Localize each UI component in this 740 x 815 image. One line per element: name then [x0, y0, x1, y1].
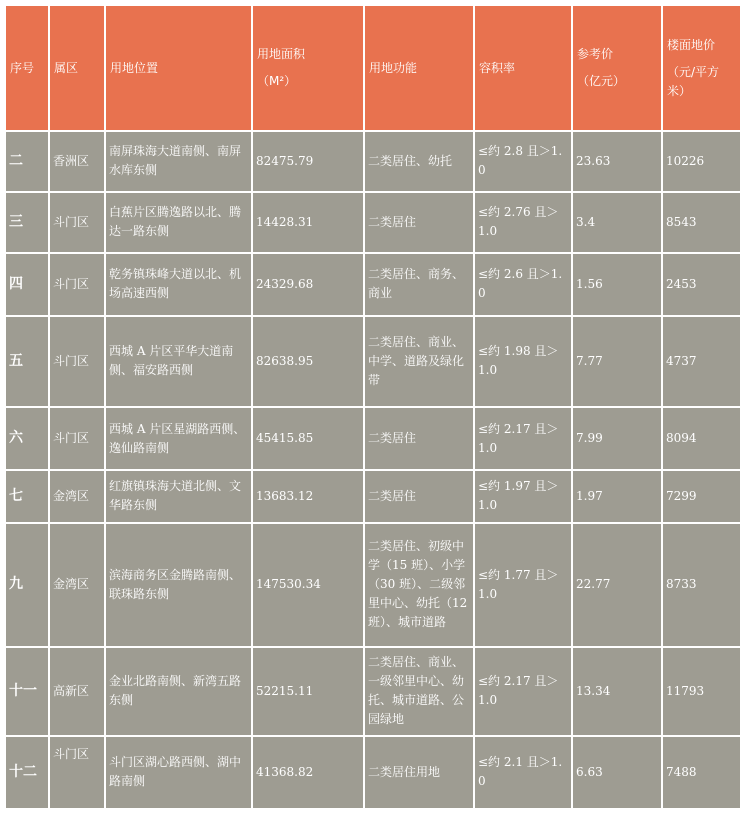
cell-seq: 九	[6, 524, 48, 646]
cell-location: 斗门区湖心路西侧、湖中路南侧	[106, 737, 251, 808]
cell-district: 斗门区	[50, 317, 104, 406]
header-function: 用地功能	[365, 6, 473, 130]
cell-function: 二类居住、初级中学（15 班）、小学（30 班）、二级邻里中心、幼托（12 班）、城市道路	[365, 524, 473, 646]
cell-location: 西城 A 片区星湖路西侧、逸仙路南侧	[106, 408, 251, 469]
header-far: 容积率	[475, 6, 571, 130]
cell-district: 金湾区	[50, 524, 104, 646]
cell-function: 二类居住、商业、一级邻里中心、幼托、城市道路、公园绿地	[365, 648, 473, 735]
cell-area: 41368.82	[253, 737, 363, 808]
header-area-unit: （M²）	[257, 74, 297, 88]
header-floor-price-label: 楼面地价	[667, 37, 716, 52]
cell-price: 3.4	[573, 193, 661, 252]
land-parcel-table	[4, 4, 740, 810]
cell-location: 金业北路南侧、新湾五路东侧	[106, 648, 251, 735]
cell-price: 13.34	[573, 648, 661, 735]
cell-area: 82638.95	[253, 317, 363, 406]
table-row	[6, 408, 740, 469]
cell-price: 6.63	[573, 737, 661, 808]
cell-far: ≤约 1.77 且＞1.0	[475, 524, 571, 646]
header-price	[573, 6, 661, 130]
cell-area: 45415.85	[253, 408, 363, 469]
table-row	[6, 254, 740, 315]
cell-seq: 二	[6, 132, 48, 191]
header-area	[253, 6, 363, 130]
cell-seq: 六	[6, 408, 48, 469]
cell-far: ≤约 2.6 且＞1.0	[475, 254, 571, 315]
cell-location: 乾务镇珠峰大道以北、机场高速西侧	[106, 254, 251, 315]
cell-floor-price: 10226	[663, 132, 740, 191]
cell-location: 西城 A 片区平华大道南侧、福安路西侧	[106, 317, 251, 406]
cell-district: 斗门区	[50, 254, 104, 315]
header-district: 属区	[50, 6, 104, 130]
cell-area: 14428.31	[253, 193, 363, 252]
cell-far: ≤约 2.76 且＞1.0	[475, 193, 571, 252]
cell-function: 二类居住、商务、商业	[365, 254, 473, 315]
cell-far: ≤约 2.17 且＞1.0	[475, 408, 571, 469]
table-row	[6, 471, 740, 522]
cell-price: 1.97	[573, 471, 661, 522]
header-seq: 序号	[6, 6, 48, 130]
cell-function: 二类居住、幼托	[365, 132, 473, 191]
header-row	[6, 6, 740, 130]
cell-floor-price: 8094	[663, 408, 740, 469]
header-floor-price-unit: （元/平方	[667, 64, 720, 79]
cell-floor-price: 7488	[663, 737, 740, 808]
cell-function: 二类居住、商业、中学、道路及绿化带	[365, 317, 473, 406]
cell-district: 高新区	[50, 648, 104, 735]
cell-function: 二类居住	[365, 408, 473, 469]
cell-location: 红旗镇珠海大道北侧、文华路东侧	[106, 471, 251, 522]
cell-floor-price: 8543	[663, 193, 740, 252]
cell-district: 斗门区	[50, 408, 104, 469]
cell-floor-price: 8733	[663, 524, 740, 646]
cell-area: 82475.79	[253, 132, 363, 191]
table-row	[6, 132, 740, 191]
table-row	[6, 193, 740, 252]
cell-function: 二类居住用地	[365, 737, 473, 808]
cell-function: 二类居住	[365, 471, 473, 522]
table-row	[6, 317, 740, 406]
cell-area: 147530.34	[253, 524, 363, 646]
cell-area: 13683.12	[253, 471, 363, 522]
header-floor-price-unit-cont: 米）	[667, 83, 692, 98]
cell-area: 52215.11	[253, 648, 363, 735]
cell-seq: 十一	[6, 648, 48, 735]
cell-seq: 七	[6, 471, 48, 522]
cell-price: 23.63	[573, 132, 661, 191]
cell-location: 滨海商务区金腾路南侧、联珠路东侧	[106, 524, 251, 646]
cell-floor-price: 7299	[663, 471, 740, 522]
cell-function: 二类居住	[365, 193, 473, 252]
cell-floor-price: 4737	[663, 317, 740, 406]
cell-seq: 十二	[6, 737, 48, 808]
header-location: 用地位置	[106, 6, 251, 130]
cell-far: ≤约 1.97 且＞1.0	[475, 471, 571, 522]
cell-price: 22.77	[573, 524, 661, 646]
header-price-label: 参考价	[577, 47, 614, 61]
cell-far: ≤约 2.8 且＞1.0	[475, 132, 571, 191]
cell-far: ≤约 2.1 且＞1.0	[475, 737, 571, 808]
header-area-label: 用地面积	[257, 47, 306, 61]
cell-seq: 三	[6, 193, 48, 252]
cell-area: 24329.68	[253, 254, 363, 315]
cell-district: 香洲区	[50, 132, 104, 191]
header-floor-price	[663, 6, 740, 130]
cell-seq: 四	[6, 254, 48, 315]
cell-district: 斗门区	[50, 193, 104, 252]
cell-floor-price: 2453	[663, 254, 740, 315]
cell-floor-price: 11793	[663, 648, 740, 735]
cell-price: 1.56	[573, 254, 661, 315]
cell-far: ≤约 1.98 且＞1.0	[475, 317, 571, 406]
cell-seq: 五	[6, 317, 48, 406]
table-row	[6, 737, 740, 808]
cell-district: 金湾区	[50, 471, 104, 522]
table-row	[6, 524, 740, 646]
cell-price: 7.77	[573, 317, 661, 406]
cell-price: 7.99	[573, 408, 661, 469]
cell-location: 白蕉片区腾逸路以北、腾达一路东侧	[106, 193, 251, 252]
cell-district: 斗门区	[50, 737, 104, 808]
header-price-unit: （亿元）	[577, 74, 626, 88]
cell-location: 南屏珠海大道南侧、南屏水库东侧	[106, 132, 251, 191]
cell-far: ≤约 2.17 且＞1.0	[475, 648, 571, 735]
table-row	[6, 648, 740, 735]
